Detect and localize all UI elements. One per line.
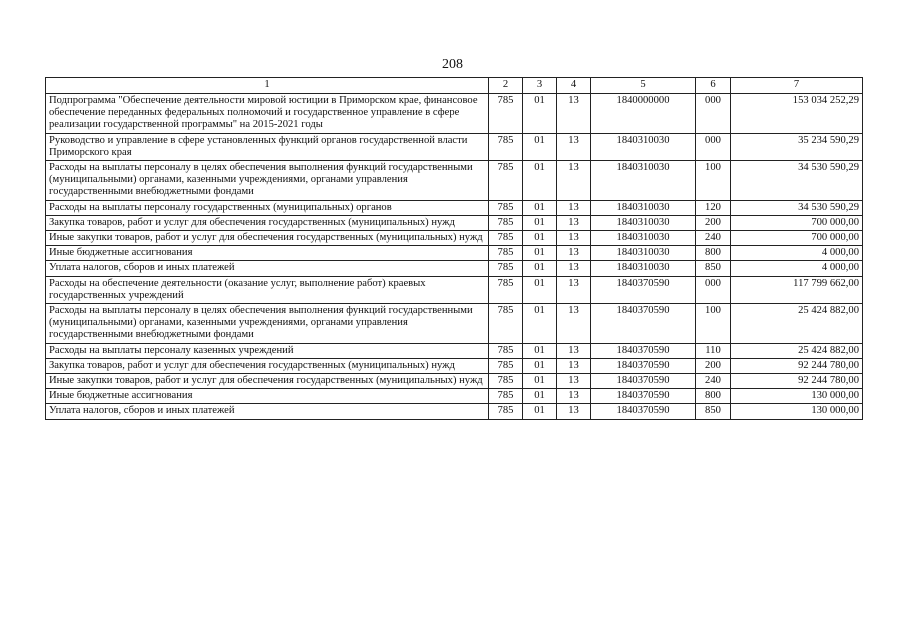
row-code-target: 1840310030	[591, 261, 696, 276]
table-header-row	[46, 78, 863, 94]
row-code-target: 1840310030	[591, 215, 696, 230]
row-code-section: 01	[523, 94, 557, 134]
table-row	[46, 358, 863, 373]
row-code-ministry: 785	[489, 261, 523, 276]
header-cell: 6	[696, 78, 731, 94]
row-amount: 92 244 780,00	[731, 358, 863, 373]
table-row	[46, 133, 863, 160]
table-row	[46, 343, 863, 358]
row-code-expense-type: 240	[696, 231, 731, 246]
row-name: Иные закупки товаров, работ и услуг для обеспечения государственных (муниципальных) нужд	[46, 374, 489, 389]
row-name: Иные бюджетные ассигнования	[46, 389, 489, 404]
row-code-subsection: 13	[557, 261, 591, 276]
row-code-subsection: 13	[557, 231, 591, 246]
row-code-subsection: 13	[557, 161, 591, 201]
table-row	[46, 404, 863, 419]
row-amount: 130 000,00	[731, 389, 863, 404]
row-code-ministry: 785	[489, 404, 523, 419]
row-name: Расходы на обеспечение деятельности (оказание услуг, выполнение работ) краевых государственных учреждений	[46, 276, 489, 303]
row-name: Расходы на выплаты персоналу в целях обеспечения выполнения функций государственными (муниципальными) органами, казенными учреждениями, органами управления государственными внебюджетными фондами	[46, 304, 489, 344]
row-code-section: 01	[523, 215, 557, 230]
row-code-expense-type: 850	[696, 261, 731, 276]
row-amount: 700 000,00	[731, 231, 863, 246]
row-name: Расходы на выплаты персоналу в целях обеспечения выполнения функций государственными (муниципальными) органами, казенными учреждениями, органами управления государственными внебюджетными фондами	[46, 161, 489, 201]
table-row	[46, 94, 863, 134]
row-code-subsection: 13	[557, 404, 591, 419]
row-code-section: 01	[523, 200, 557, 215]
row-amount: 700 000,00	[731, 215, 863, 230]
row-code-expense-type: 850	[696, 404, 731, 419]
table-row	[46, 161, 863, 201]
table-row	[46, 276, 863, 303]
row-code-expense-type: 110	[696, 343, 731, 358]
row-code-subsection: 13	[557, 133, 591, 160]
table-row	[46, 231, 863, 246]
header-cell: 7	[731, 78, 863, 94]
row-name: Уплата налогов, сборов и иных платежей	[46, 404, 489, 419]
row-amount: 34 530 590,29	[731, 200, 863, 215]
row-code-target: 1840310030	[591, 200, 696, 215]
row-amount: 117 799 662,00	[731, 276, 863, 303]
row-code-section: 01	[523, 246, 557, 261]
row-code-expense-type: 800	[696, 389, 731, 404]
row-code-expense-type: 000	[696, 94, 731, 134]
row-code-ministry: 785	[489, 276, 523, 303]
row-code-target: 1840370590	[591, 304, 696, 344]
row-code-subsection: 13	[557, 94, 591, 134]
row-amount: 153 034 252,29	[731, 94, 863, 134]
row-code-ministry: 785	[489, 389, 523, 404]
row-code-subsection: 13	[557, 304, 591, 344]
row-code-section: 01	[523, 133, 557, 160]
row-name: Расходы на выплаты персоналу казенных учреждений	[46, 343, 489, 358]
row-code-section: 01	[523, 374, 557, 389]
row-code-expense-type: 120	[696, 200, 731, 215]
row-amount: 35 234 590,29	[731, 133, 863, 160]
row-code-subsection: 13	[557, 343, 591, 358]
header-cell: 4	[557, 78, 591, 94]
table-row	[46, 261, 863, 276]
row-code-ministry: 785	[489, 215, 523, 230]
row-code-ministry: 785	[489, 94, 523, 134]
row-code-expense-type: 000	[696, 133, 731, 160]
row-code-expense-type: 000	[696, 276, 731, 303]
row-name: Подпрограмма "Обеспечение деятельности мировой юстиции в Приморском крае, финансовое обеспечение переданных федеральных полномочий и государственное управление в сфере реализации государственной программы" на 2015-2021 годы	[46, 94, 489, 134]
header-cell: 5	[591, 78, 696, 94]
row-code-expense-type: 240	[696, 374, 731, 389]
row-amount: 130 000,00	[731, 404, 863, 419]
row-code-section: 01	[523, 389, 557, 404]
budget-table	[45, 77, 863, 420]
row-code-target: 1840310030	[591, 246, 696, 261]
row-code-target: 1840370590	[591, 374, 696, 389]
row-code-section: 01	[523, 404, 557, 419]
row-code-target: 1840370590	[591, 389, 696, 404]
row-code-section: 01	[523, 276, 557, 303]
row-code-expense-type: 800	[696, 246, 731, 261]
header-cell: 3	[523, 78, 557, 94]
row-code-expense-type: 200	[696, 358, 731, 373]
row-name: Уплата налогов, сборов и иных платежей	[46, 261, 489, 276]
row-code-section: 01	[523, 161, 557, 201]
row-code-ministry: 785	[489, 231, 523, 246]
table-row	[46, 215, 863, 230]
row-code-ministry: 785	[489, 374, 523, 389]
row-code-ministry: 785	[489, 200, 523, 215]
row-code-target: 1840310030	[591, 231, 696, 246]
row-amount: 92 244 780,00	[731, 374, 863, 389]
row-code-target: 1840000000	[591, 94, 696, 134]
header-cell: 1	[46, 78, 489, 94]
row-amount: 25 424 882,00	[731, 343, 863, 358]
row-code-expense-type: 100	[696, 161, 731, 201]
row-code-target: 1840310030	[591, 161, 696, 201]
row-amount: 34 530 590,29	[731, 161, 863, 201]
row-code-section: 01	[523, 231, 557, 246]
row-name: Закупка товаров, работ и услуг для обеспечения государственных (муниципальных) нужд	[46, 358, 489, 373]
row-name: Закупка товаров, работ и услуг для обеспечения государственных (муниципальных) нужд	[46, 215, 489, 230]
table-row	[46, 246, 863, 261]
row-code-ministry: 785	[489, 133, 523, 160]
table-row	[46, 304, 863, 344]
row-code-subsection: 13	[557, 276, 591, 303]
row-code-section: 01	[523, 358, 557, 373]
row-code-target: 1840370590	[591, 343, 696, 358]
row-code-target: 1840370590	[591, 276, 696, 303]
row-code-subsection: 13	[557, 246, 591, 261]
row-code-subsection: 13	[557, 215, 591, 230]
table-row	[46, 389, 863, 404]
row-code-section: 01	[523, 261, 557, 276]
page-number: 208	[442, 57, 463, 72]
row-code-ministry: 785	[489, 343, 523, 358]
row-code-section: 01	[523, 304, 557, 344]
row-code-target: 1840370590	[591, 404, 696, 419]
row-code-expense-type: 100	[696, 304, 731, 344]
row-code-target: 1840310030	[591, 133, 696, 160]
row-code-expense-type: 200	[696, 215, 731, 230]
row-name: Иные закупки товаров, работ и услуг для обеспечения государственных (муниципальных) нужд	[46, 231, 489, 246]
table-row	[46, 374, 863, 389]
row-code-subsection: 13	[557, 358, 591, 373]
row-code-ministry: 785	[489, 304, 523, 344]
row-code-target: 1840370590	[591, 358, 696, 373]
row-code-subsection: 13	[557, 374, 591, 389]
row-amount: 4 000,00	[731, 246, 863, 261]
row-code-subsection: 13	[557, 200, 591, 215]
row-amount: 25 424 882,00	[731, 304, 863, 344]
row-amount: 4 000,00	[731, 261, 863, 276]
table-row	[46, 200, 863, 215]
row-code-subsection: 13	[557, 389, 591, 404]
row-name: Иные бюджетные ассигнования	[46, 246, 489, 261]
row-name: Руководство и управление в сфере установленных функций органов государственной власти Приморского края	[46, 133, 489, 160]
row-code-ministry: 785	[489, 161, 523, 201]
row-code-ministry: 785	[489, 358, 523, 373]
row-code-ministry: 785	[489, 246, 523, 261]
row-code-section: 01	[523, 343, 557, 358]
header-cell: 2	[489, 78, 523, 94]
row-name: Расходы на выплаты персоналу государственных (муниципальных) органов	[46, 200, 489, 215]
